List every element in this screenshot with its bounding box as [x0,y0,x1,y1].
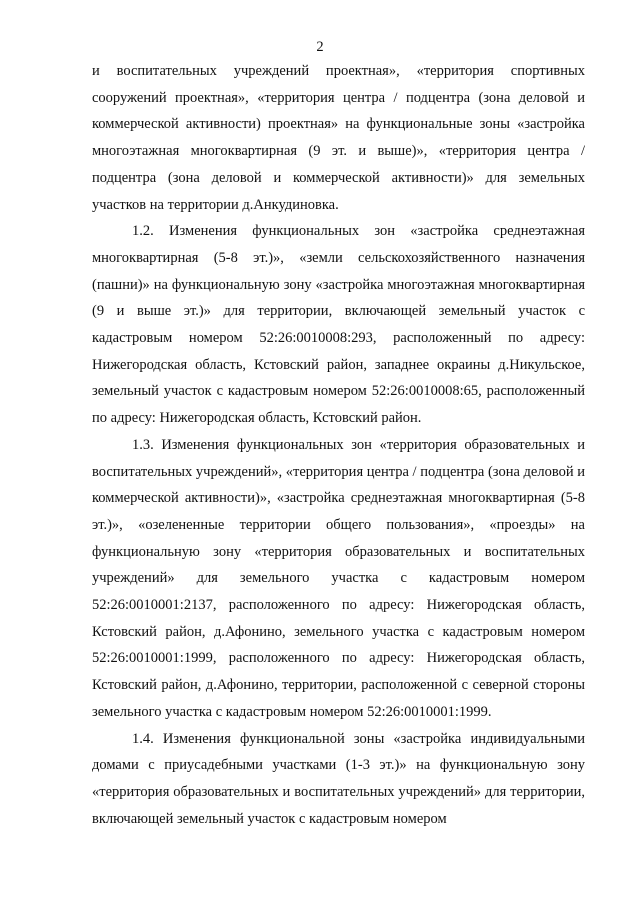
page-number: 2 [316,39,324,55]
paragraph-continuation: и воспитательных учреждений проектная», «территория спортивных сооружений проектная», «территория центра / подцентра (зона деловой и коммерческой активности) проектная» на функциональные зоны «застройка многоэтажная многоквартирная (9 эт. и выше)», «территория центра / подцентра (зона деловой и коммерческой активности)» для земельных участков на территории д.Анкудиновка. [92,63,585,213]
document-body [92,58,585,832]
paragraph-item-1-4: 1.4. Изменения функциональной зоны «застройка индивидуальными домами с приусадебными участками (1-3 эт.)» на функциональную зону «территория образовательных и воспитательных учреждений» для территории, включающей земельный участок с кадастровым номером [92,730,585,827]
paragraph-item-1-3: 1.3. Изменения функциональных зон «территория образовательных и воспитательных учреждений», «территория центра / подцентра (зона деловой и коммерческой активности)», «застройка среднеэтажная многоквартирная (5-8 эт.)», «озелененные территории общего пользования», «проезды» на функциональную зону «территория образовательных и воспитательных учреждений» для земельного участка с кадастровым номером 52:26:0010001:2137, расположенного по адресу: Нижегородская область, Кстовский район, д.Афонино, земельного участка с кадастровым номером 52:26:0010001:1999, расположенного по адресу: Нижегородская область, Кстовский район, д.Афонино, территории, расположенной с северной стороны земельного участка с кадастровым номером 52:26:0010001:1999. [92,436,585,720]
paragraph-item-1-2: 1.2. Изменения функциональных зон «застройка среднеэтажная многоквартирная (5-8 эт.)», «земли сельскохозяйственного назначения (пашни)» на функциональную зону «застройка многоэтажная многоквартирная (9 и выше эт.)» для территории, включающей земельный участок с кадастровым номером 52:26:0010008:293, расположенный по адресу: Нижегородская область, Кстовский район, западнее окраины д.Никульское, земельный участок с кадастровым номером 52:26:0010008:65, расположенный по адресу: Нижегородская область, Кстовский район. [92,223,585,427]
